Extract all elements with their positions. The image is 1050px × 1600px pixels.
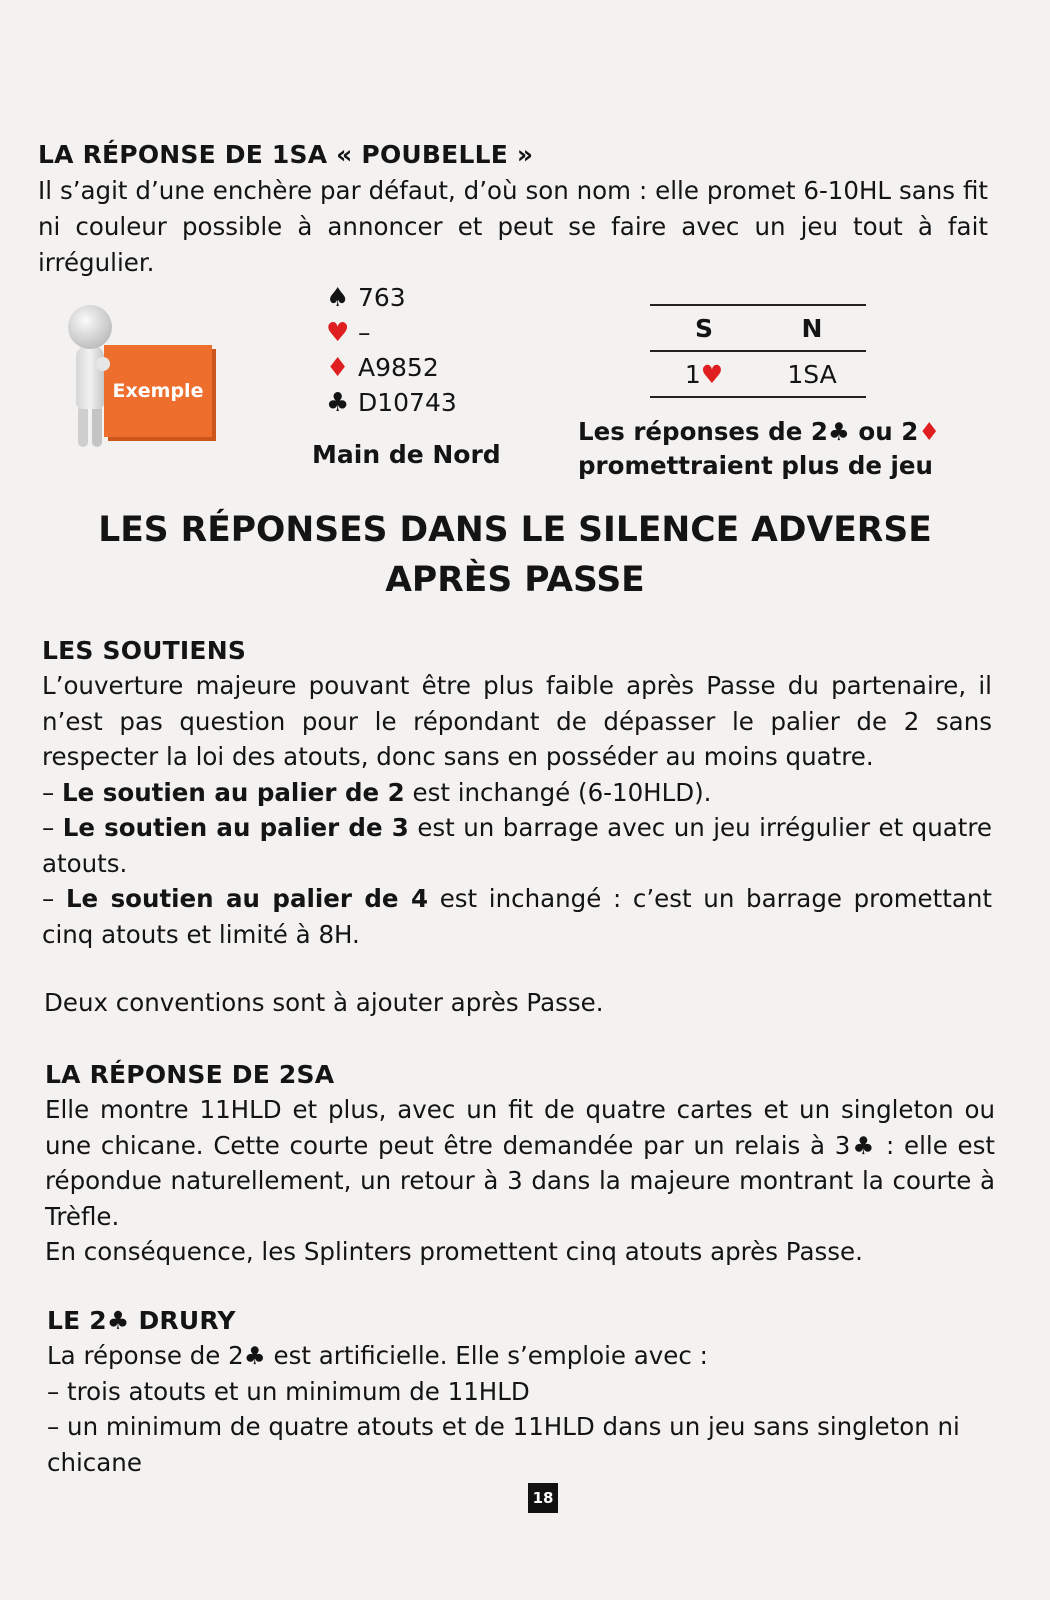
item-text: est inchangé (6-10HLD). [404, 777, 712, 807]
soutiens-intro: L’ouverture majeure pouvant être plus faible après Passe du partenaire, il n’est pas question pour le répondant de dépasser le palier de 2 sans respecter la loi des atouts, donc sans en posséder au moins quatre. [42, 671, 992, 771]
section-heading-drury [47, 1306, 236, 1335]
drury-intro [47, 1338, 997, 1374]
column-south: S [694, 313, 713, 343]
title-line-1: LES RÉPONSES DANS LE SILENCE ADVERSE [98, 510, 932, 550]
section-soutiens-text [42, 668, 992, 952]
example-figure [62, 305, 222, 455]
bidding-row [650, 352, 866, 396]
figure-leg [92, 405, 102, 447]
dash: – [42, 813, 63, 842]
note-text: ou 2 [849, 417, 919, 446]
club-icon: ♣ [243, 1341, 266, 1370]
club-icon: ♣ [827, 417, 850, 446]
soutiens-item-2 [42, 810, 992, 881]
column-north: N [801, 313, 823, 343]
note-text: Les réponses de 2 [578, 417, 828, 446]
club-icon: ♣ [106, 1306, 130, 1335]
drury-item-1: – trois atouts et un minimum de 11HLD [47, 1376, 530, 1406]
bid-level: 1 [684, 359, 701, 389]
paragraph-1sa: Il s’agit d’une enchère par défaut, d’où son nom : elle promet 6-10HL sans fit ni couleur possible à annoncer et peut se faire avec un jeu tout à fait irrégulier. [38, 176, 988, 277]
clubs-cards: D10743 [358, 388, 457, 417]
hand-row-spades [326, 280, 457, 315]
conventions-text: Deux conventions sont à ajouter après Passe. [44, 988, 604, 1017]
section-heading-soutiens: LES SOUTIENS [42, 636, 247, 665]
section-heading-1sa-poubelle: LA RÉPONSE DE 1SA « POUBELLE » [38, 140, 534, 169]
table-rule [650, 396, 866, 398]
hand-caption: Main de Nord [312, 440, 501, 469]
section-heading-2sa: LA RÉPONSE DE 2SA [45, 1060, 335, 1089]
note-line-1 [578, 415, 940, 449]
item-bold: Le soutien au palier de 4 [65, 884, 429, 913]
section-drury-text [47, 1338, 997, 1480]
drury-item-2: – un minimum de quatre atouts et de 11HLD dans un jeu sans singleton ni chicane [47, 1412, 960, 1477]
bidding-header [650, 306, 866, 350]
figure-head [68, 305, 112, 349]
heart-icon: ♥ [326, 318, 350, 348]
hand-row-clubs [326, 385, 457, 420]
figure-hand [96, 357, 110, 371]
title-line-2: APRÈS PASSE [385, 560, 645, 600]
bid-north: 1SA [787, 359, 837, 389]
club-icon: ♣ [326, 388, 350, 418]
item-bold: Le soutien au palier de 3 [62, 813, 409, 842]
heading-text: LE 2 [47, 1306, 107, 1335]
item-bold: Le soutien au palier de 2 [62, 777, 405, 807]
hand-row-diamonds [326, 350, 457, 385]
note-line-2: promettraient plus de jeu [578, 451, 933, 480]
page-title [40, 505, 990, 605]
hearts-cards: – [358, 318, 371, 347]
item-text: est inchangé : c’est un barrage promettant cinq atouts et limité à 8H. [42, 884, 992, 949]
para-text: est artificielle. Elle s’emploie avec : [265, 1341, 708, 1370]
para-text: La réponse de 2 [47, 1341, 244, 1370]
club-icon: ♣ [850, 1130, 877, 1160]
item-text: est un barrage avec un jeu irrégulier et quatre atouts. [42, 813, 992, 878]
diamond-icon: ♦ [918, 417, 941, 446]
diamonds-cards: A9852 [358, 353, 439, 382]
section-2sa-text [45, 1092, 995, 1270]
bidding-note [578, 415, 940, 483]
dash: – [42, 777, 63, 807]
heading-text: DRURY [129, 1306, 236, 1335]
heart-icon: ♥ [700, 359, 724, 389]
spades-cards: 763 [358, 283, 406, 312]
spade-icon: ♠ [326, 283, 350, 313]
page-number: 18 [528, 1483, 558, 1513]
hand-row-hearts [326, 315, 457, 350]
para-text: Elle montre 11HLD et plus, avec un fit de quatre cartes et un singleton ou une chicane. Cette courte peut être demandée par un relais à 3 [45, 1095, 995, 1160]
diamond-icon: ♦ [326, 353, 350, 383]
north-hand [326, 280, 457, 420]
figure-body [76, 345, 104, 409]
bidding-table [650, 304, 866, 398]
soutiens-item-3 [42, 881, 992, 952]
example-sign: Exemple [104, 345, 212, 437]
section-1sa-text [38, 173, 988, 281]
paragraph-2sa [45, 1092, 995, 1234]
figure-leg [78, 405, 88, 447]
soutiens-item-1 [42, 775, 992, 811]
dash: – [42, 884, 66, 913]
paragraph-splinters: En conséquence, les Splinters promettent cinq atouts après Passe. [45, 1237, 863, 1266]
para-text: : elle est répondue naturellement, un retour à 3 dans la majeure montrant la courte à Trèfle. [45, 1130, 996, 1231]
bid-south [650, 360, 758, 389]
